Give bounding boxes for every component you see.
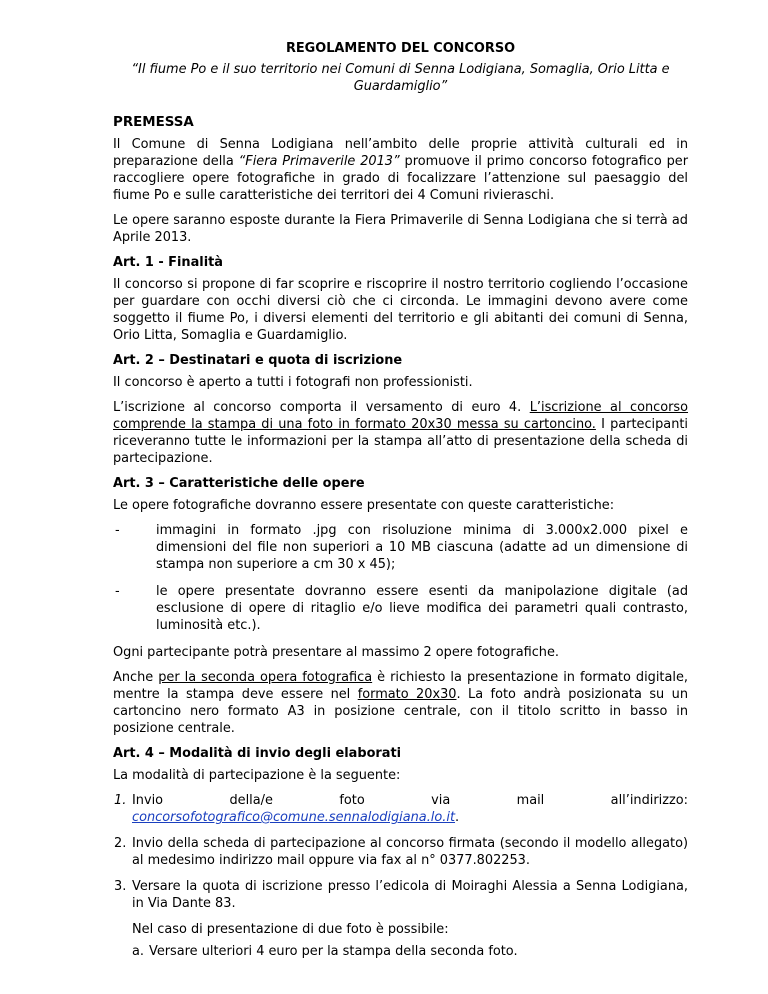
list-item: [113, 522, 688, 573]
art4-sub-intro: Nel caso di presentazione di due foto è possibile:: [132, 922, 449, 937]
list-item-line: [132, 809, 688, 826]
art3-intro: Le opere fotografiche dovranno essere presentate con queste caratteristiche:: [113, 498, 615, 513]
document-page: [113, 40, 688, 960]
underlined-text: formato 20x30: [357, 687, 457, 702]
section-heading-art1: Art. 1 - Finalità: [113, 255, 223, 270]
text-span: all’indirizzo:: [610, 793, 688, 808]
art2-paragraph-2: [113, 399, 688, 467]
text-span: Anche: [113, 670, 159, 685]
art4-numbered-list: [113, 792, 688, 912]
section-heading-art4: Art. 4 – Modalità di invio degli elaborati: [113, 746, 402, 761]
bullet-dash: -: [115, 523, 120, 538]
list-item: [132, 943, 688, 960]
art4-intro: La modalità di partecipazione è la seguente:: [113, 768, 401, 783]
list-number: 3.: [114, 879, 127, 894]
art2-paragraph-1: Il concorso è aperto a tutti i fotografi non professionisti.: [113, 375, 473, 390]
text-span: . La foto andrà posizionata su un cartoncino nero formato A3 in posizione centrale, con il titolo scritto in basso in posizione centrale.: [113, 687, 688, 736]
document-title: REGOLAMENTO DEL CONCORSO: [285, 41, 516, 56]
email-link[interactable]: concorsofotografico@comune.sennalodigiana.lo.it: [132, 810, 456, 825]
list-item-line: [132, 792, 688, 809]
list-item-text: le opere presentate dovranno essere esenti da manipolazione digitale (ad esclusione di opere di ritaglio e/o lieve modifica dei parametri quali contrasto, luminosità etc.).: [156, 584, 688, 633]
text-span: L’iscrizione al concorso comporta il versamento di euro 4.: [113, 400, 530, 415]
premessa-paragraph-1: [113, 136, 688, 204]
list-letter: a.: [132, 944, 144, 959]
underlined-text: L’iscrizione al concorso comprende la stampa di una foto in formato 20x30 messa su cartoncino.: [113, 400, 689, 432]
text-span: foto: [339, 793, 365, 808]
list-item-text: [132, 792, 688, 826]
list-item-text: Versare la quota di iscrizione presso l’edicola di Moiraghi Alessia a Senna Lodigiana, in Via Dante 83.: [132, 879, 688, 911]
section-heading-art2: Art. 2 – Destinatari e quota di iscrizione: [113, 353, 403, 368]
art3-second-work: [113, 669, 688, 737]
text-span: mail: [516, 793, 545, 808]
text-span: Invio: [132, 793, 164, 808]
underlined-text: per la seconda opera fotografica: [158, 670, 373, 685]
art3-max-works: Ogni partecipante potrà presentare al massimo 2 opere fotografiche.: [113, 645, 559, 660]
text-span: Il Comune di Senna Lodigiana nell’ambito delle proprie attività culturali ed in preparazione della: [113, 137, 688, 169]
art3-bullet-list: [113, 522, 688, 634]
premessa-paragraph-2: Le opere saranno esposte durante la Fiera Primaverile di Senna Lodigiana che si terrà ad Aprile 2013.: [113, 213, 688, 245]
list-item: [113, 835, 688, 869]
list-number: 2.: [114, 836, 127, 851]
list-item-text: Versare ulteriori 4 euro per la stampa della seconda foto.: [149, 944, 518, 959]
bullet-dash: -: [115, 584, 120, 599]
list-item-text: Invio della scheda di partecipazione al concorso firmata (secondo il modello allegato) al medesimo indirizzo mail oppure via fax al n° 0377.802253.: [132, 836, 688, 868]
text-span: promuove il primo concorso fotografico per raccogliere opere fotografiche in grado di focalizzare l’attenzione sul paesaggio del fiume Po e sulle caratteristiche dei territori dei 4 Comuni rivieraschi.: [113, 154, 688, 203]
section-heading-art3: Art. 3 – Caratteristiche delle opere: [113, 476, 365, 491]
text-span: .: [455, 810, 460, 825]
document-subtitle: “Il fiume Po e il suo territorio nei Comuni di Senna Lodigiana, Somaglia, Orio Litta e Guardamiglio”: [131, 62, 670, 94]
text-span: via: [431, 793, 451, 808]
list-item-text: immagini in formato .jpg con risoluzione minima di 3.000x2.000 pixel e dimensioni del file non superiori a 10 MB ciascuna (adatte ad un dimensione di stampa non superiore a cm 30 x 45);: [156, 523, 688, 572]
text-span: è richiesto la presentazione in formato digitale, mentre la stampa deve essere nel: [113, 670, 688, 702]
text-span: della/e: [229, 793, 273, 808]
list-item: [113, 792, 688, 826]
list-item: [113, 878, 688, 912]
list-number: 1.: [114, 793, 127, 808]
text-span: I partecipanti riceveranno tutte le informazioni per la stampa all’atto di presentazione della scheda di partecipazione.: [113, 417, 688, 466]
section-heading-premessa: PREMESSA: [113, 115, 194, 130]
art1-paragraph: Il concorso si propone di far scoprire e riscoprire il nostro territorio cogliendo l’occasione per guardare con occhi diversi ciò che ci circonda. Le immagini devono avere come soggetto il fiume Po, i diversi elementi del territorio e gli abitanti dei comuni di Senna, Orio Litta, Somaglia e Guardamiglio.: [113, 277, 688, 343]
list-item: [113, 583, 688, 634]
fiera-name: “Fiera Primaverile 2013”: [238, 154, 400, 169]
